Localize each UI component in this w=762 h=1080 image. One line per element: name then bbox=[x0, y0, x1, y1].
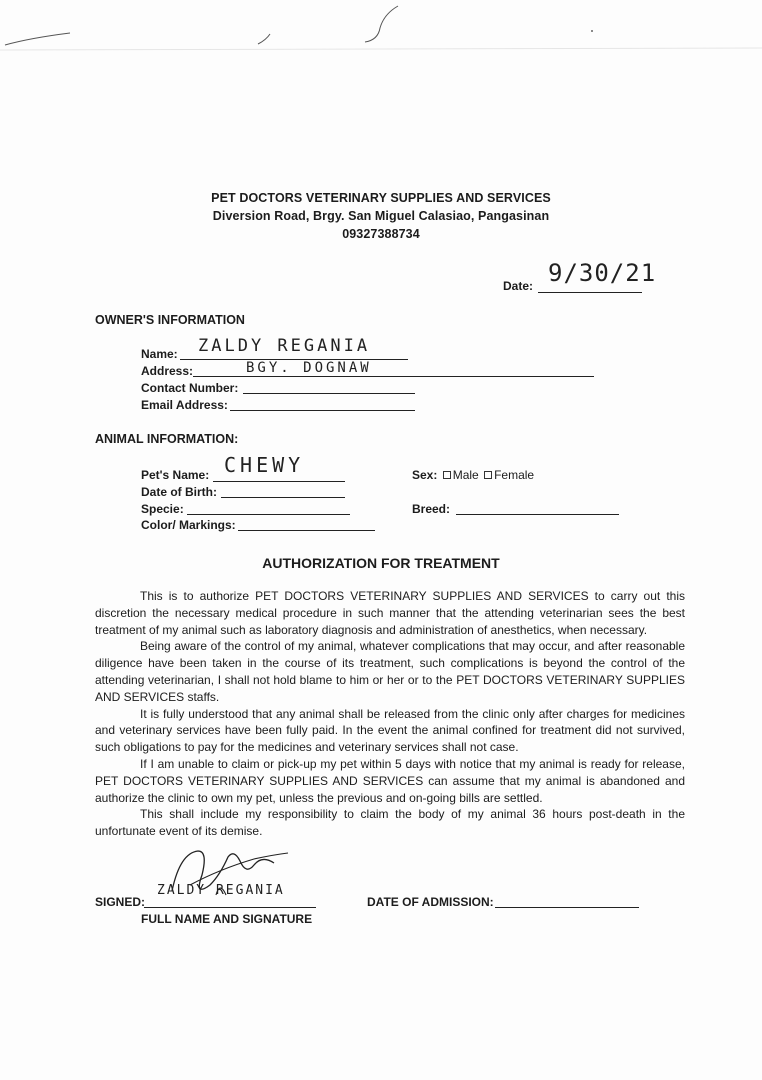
clinic-phone: 09327388734 bbox=[342, 227, 420, 241]
signed-label: SIGNED: bbox=[95, 895, 146, 909]
scan-marks-graphic bbox=[0, 0, 762, 60]
email-label: Email Address: bbox=[141, 398, 228, 412]
clinic-address: Diversion Road, Brgy. San Miguel Calasiao, Pangasinan bbox=[212, 209, 550, 223]
address-value: BGY. DOGNAW bbox=[246, 360, 372, 376]
signature-line bbox=[144, 907, 316, 908]
pet-name-line bbox=[213, 481, 345, 482]
authorization-title: AUTHORIZATION FOR TREATMENT bbox=[262, 555, 500, 571]
paragraph-4: If I am unable to claim or pick-up my pet within 5 days with notice that my animal is ready for release, PET DOCTORS VETERINARY SUPPLIES AND SERVICES can assume that my animal is abandoned and authorize the clinic to own my pet, unless the previous and on-going bills are settled. bbox=[95, 756, 685, 805]
address-label: Address: bbox=[141, 364, 194, 378]
sex-label: Sex: bbox=[412, 468, 438, 482]
specie-line bbox=[187, 514, 350, 515]
color-markings-label: Color/ Markings: bbox=[141, 518, 236, 532]
owner-info-heading: OWNER'S INFORMATION bbox=[95, 313, 245, 327]
email-line bbox=[230, 410, 415, 411]
color-markings-line bbox=[238, 530, 375, 531]
paragraph-5: This shall include my responsibility to claim the body of my animal 36 hours post-death in the unfortunate event of its demise. bbox=[95, 807, 685, 839]
signed-name-value: ZALDY REGANIA bbox=[157, 883, 285, 898]
pet-name-label: Pet's Name: bbox=[141, 468, 210, 482]
date-of-admission-line bbox=[495, 907, 639, 908]
paragraph-2: Being aware of the control of my animal, whatever complications that may occur, and after reasonable diligence have been taken in the course of its treatment, such complications is beyond the control of the attending veterinarian, I shall not hold blame to him or her or to the PET DOCTORS VETERINARY SUPPLIES AND SERVICES staffs. bbox=[95, 639, 685, 704]
pet-name-value: CHEWY bbox=[224, 453, 305, 477]
sex-field bbox=[412, 468, 534, 482]
paragraph-3: It is fully understood that any animal shall be released from the clinic only after charges for medicines and veterinary services have been fully paid. In the event the animal confined for treatment did not survived, such obligations to pay for the medicines and veterinary services shall not case. bbox=[95, 706, 685, 755]
date-line bbox=[538, 292, 642, 293]
name-value: ZALDY REGANIA bbox=[198, 336, 371, 356]
male-checkbox[interactable] bbox=[443, 471, 451, 479]
authorization-body bbox=[95, 588, 685, 840]
date-of-admission-label: DATE OF ADMISSION: bbox=[367, 895, 494, 909]
paragraph-1: This is to authorize PET DOCTORS VETERINARY SUPPLIES AND SERVICES to carry out this discretion the necessary medical procedure in such manner that the attending veterinarian sees the best treatment of my animal such as laboratory diagnosis and administration of anesthetics, when necessary. bbox=[95, 589, 685, 637]
female-checkbox[interactable] bbox=[484, 471, 492, 479]
name-label: Name: bbox=[141, 347, 178, 361]
specie-label: Specie: bbox=[141, 502, 184, 516]
breed-label: Breed: bbox=[412, 502, 451, 516]
contact-number-label: Contact Number: bbox=[141, 381, 239, 395]
contact-number-line bbox=[243, 393, 415, 394]
breed-line bbox=[456, 514, 619, 515]
animal-info-heading: ANIMAL INFORMATION: bbox=[95, 432, 239, 446]
dob-label: Date of Birth: bbox=[141, 485, 217, 499]
signature-caption: FULL NAME AND SIGNATURE bbox=[141, 912, 313, 926]
address-line bbox=[193, 376, 594, 377]
date-label: Date: bbox=[503, 279, 534, 293]
female-option-label: Female bbox=[494, 468, 535, 482]
date-value: 9/30/21 bbox=[548, 259, 657, 287]
male-option-label: Male bbox=[452, 468, 479, 482]
dob-line bbox=[221, 497, 345, 498]
clinic-name: PET DOCTORS VETERINARY SUPPLIES AND SERVICES bbox=[211, 191, 551, 205]
